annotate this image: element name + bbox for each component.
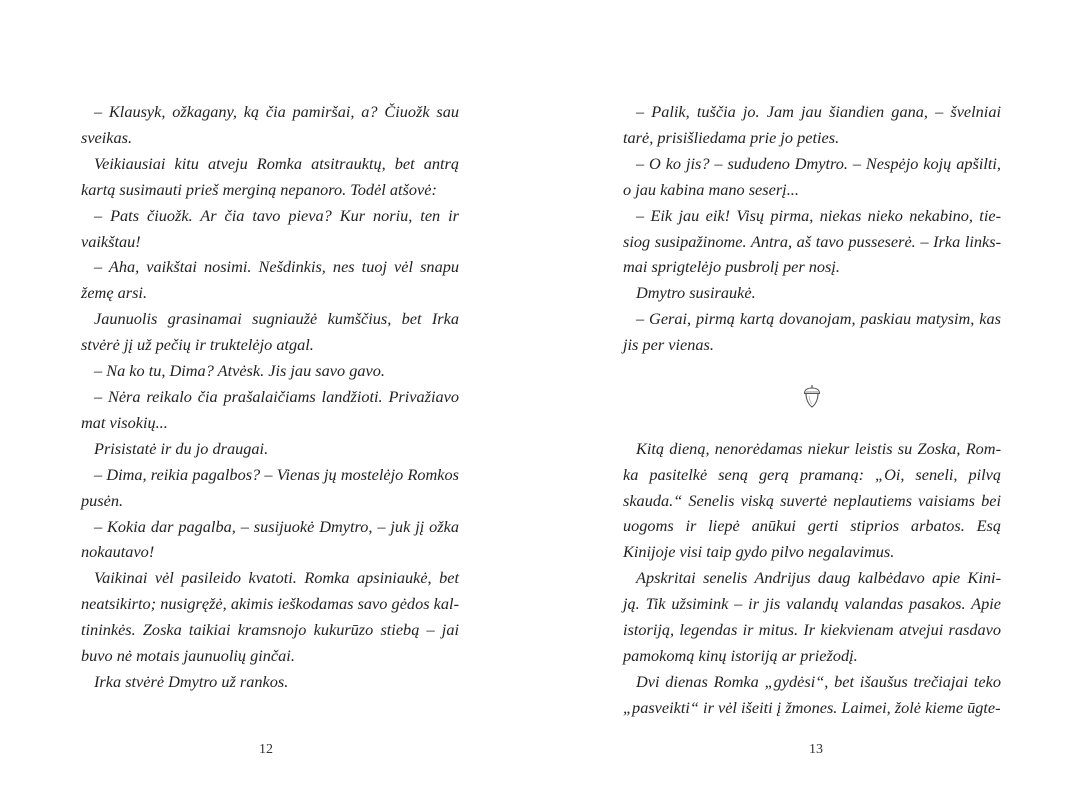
text-line: nokautavo! bbox=[81, 542, 155, 562]
right-text-before-break bbox=[623, 99, 1001, 358]
text-line: mat visokių... bbox=[81, 412, 168, 432]
text-line: – Palik, tuščia jo. Jam jau šiandien gana, – švelniai bbox=[636, 102, 1001, 121]
text-line: pusėn. bbox=[81, 490, 124, 510]
text-line: – Gerai, pirmą kartą dovanojam, paskiau matysim, bbox=[636, 309, 975, 329]
text-line: Vaikinai vėl pasileido kvatoti. Romka apsiniaukė, bet bbox=[94, 568, 459, 588]
text-line: – Aha, vaikštai nosimi. Nešdinkis, nes tuoj vėl snapu bbox=[94, 257, 459, 277]
paragraph bbox=[623, 203, 1001, 281]
text-line: ją. Tik užsimink – ir jis valandų valandas pasakos. Apie bbox=[623, 594, 1001, 614]
text-line: vaikštau! bbox=[81, 231, 141, 251]
text-line: neatsikirto; nusigręžė, akimis ieškodamas savo gėdos kal- bbox=[81, 594, 459, 614]
text-line: tininkės. Zoska taikiai kramsnojo kukurūzo stiebą – jai bbox=[81, 620, 459, 640]
paragraph bbox=[81, 462, 459, 514]
text-line: Veikiausiai kitu atveju Romka atsitrauktų, bet antrą bbox=[94, 153, 459, 173]
paragraph bbox=[81, 306, 459, 358]
text-line: Kitą dieną, nenorėdamas niekur leistis su Zoska, Rom- bbox=[636, 438, 1001, 458]
paragraph bbox=[81, 151, 459, 203]
text-line: sveikas. bbox=[81, 127, 133, 147]
right-page-text bbox=[623, 99, 1001, 721]
paragraph bbox=[81, 565, 459, 669]
page-number-left: 12 bbox=[259, 742, 273, 757]
text-line: buvo nė motais jaunuolių ginčai. bbox=[81, 646, 295, 666]
text-line: o jau kabina mano seserį... bbox=[623, 179, 799, 199]
text-line: gydo pilvo negalavimus. bbox=[735, 542, 895, 562]
paragraph bbox=[81, 384, 459, 436]
text-line: siog susipažinome. Antra, aš tavo pusseserė. – Irka links- bbox=[623, 231, 1001, 251]
right-page bbox=[540, 0, 1080, 801]
paragraph bbox=[81, 99, 459, 151]
text-line: Dmytro susiraukė. bbox=[636, 283, 756, 303]
acorn-icon bbox=[802, 384, 822, 408]
text-line: – Pats čiuožk. Ar čia tavo pieva? Kur noriu, ten ir bbox=[94, 205, 459, 225]
paragraph bbox=[623, 280, 1001, 306]
text-line: Senelis viską suvertė neplautiems vaisiams bei uogoms ir bbox=[623, 490, 1001, 536]
text-line: „pasveikti“ ir vėl išeiti į žmones. Laimei, žolė kieme ūgte- bbox=[623, 697, 1001, 717]
text-line: Jaunuolis grasinamai sugniaužė kumščius, bet Irka bbox=[94, 309, 459, 329]
text-line: žemę arsi. bbox=[81, 283, 148, 303]
text-line: pamokomą kinų istoriją ar priežodį. bbox=[623, 646, 858, 665]
text-line: kas jis per vienas. bbox=[623, 309, 1001, 355]
text-line: – Kokia dar pagalba, – susijuokė Dmytro, – juk jį ožka bbox=[94, 516, 459, 536]
text-line: istoriją, legendas ir mitus. Ir kiekvienam atvejui rasdavo bbox=[623, 620, 1001, 640]
paragraph bbox=[81, 254, 459, 306]
paragraph bbox=[81, 436, 459, 462]
paragraph bbox=[623, 99, 1001, 151]
text-line: – Klausyk, ožkagany, ką čia pamiršai, a? Čiuožk sau bbox=[94, 102, 459, 121]
text-line: tarė, prisišliedama prie jo peties. bbox=[623, 127, 840, 147]
text-line: mai sprigtelėjo pusbrolį per nosį. bbox=[623, 257, 840, 277]
right-text-after-break bbox=[623, 436, 1001, 721]
page-number-right: 13 bbox=[809, 742, 823, 757]
text-line: – Eik jau eik! Visų pirma, niekas nieko nekabino, tie- bbox=[636, 205, 1001, 225]
text-line: Irka stvėrė Dmytro už rankos. bbox=[94, 671, 289, 691]
text-line: ka pasitelkė seną gerą pramaną: „Oi, seneli, pilvą skauda.“ bbox=[623, 464, 1001, 510]
left-page-text bbox=[81, 99, 459, 695]
paragraph bbox=[623, 565, 1001, 669]
text-line: stvėrė jį už pečių ir truktelėjo atgal. bbox=[81, 335, 314, 355]
text-line: kartą susimauti prieš merginą nepanoro. Todėl atšovė: bbox=[81, 179, 437, 199]
paragraph bbox=[623, 151, 1001, 203]
paragraph bbox=[81, 669, 459, 695]
text-line: Apskritai senelis Andrijus daug kalbėdavo apie Kini- bbox=[636, 568, 1001, 588]
text-line: – Na ko tu, Dima? Atvėsk. Jis jau savo gavo. bbox=[94, 361, 385, 381]
paragraph bbox=[81, 203, 459, 255]
paragraph bbox=[81, 358, 459, 384]
paragraph bbox=[623, 436, 1001, 566]
text-line: – O ko jis? – sududeno Dmytro. – Nespėjo kojų apšilti, bbox=[636, 153, 1001, 173]
text-line: Dvi dienas Romka „gydėsi“, bet išaušus trečiajai teko bbox=[636, 671, 1001, 691]
paragraph bbox=[81, 514, 459, 566]
paragraph bbox=[623, 669, 1001, 721]
section-break bbox=[623, 358, 1001, 436]
text-line: – Dima, reikia pagalbos? – Vienas jų mostelėjo Romkos bbox=[94, 464, 459, 484]
text-line: – Nėra reikalo čia prašalaičiams landžioti. Privažiavo bbox=[94, 386, 459, 406]
text-line: liepė anūkui gerti stiprios arbatos. Esą Kinijoje visi taip bbox=[623, 516, 1001, 562]
paragraph bbox=[623, 306, 1001, 358]
text-line: Prisistatė ir du jo draugai. bbox=[94, 438, 269, 458]
